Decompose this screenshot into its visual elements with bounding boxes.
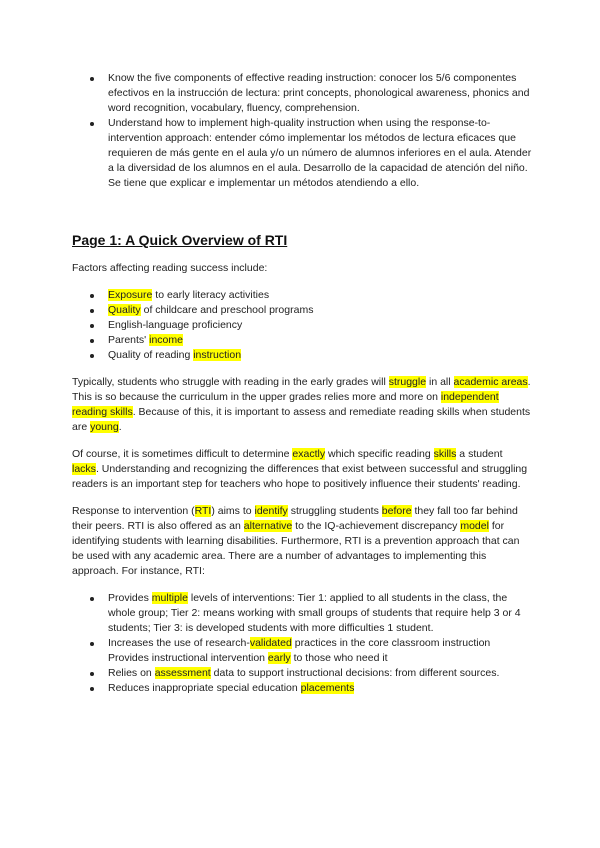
- list-item: [72, 303, 532, 318]
- list-item: [72, 666, 532, 681]
- highlighted-text: model: [460, 520, 489, 532]
- text-run: levels of interventions: Tier 1: applied to all students in the class, the whole group; Tier 2: means working with small groups of students that require help 3 or 4 students; Tier 3: is developed students with more difficulties 1 student.: [108, 592, 521, 634]
- text-run: a student: [456, 448, 503, 460]
- highlighted-text: income: [149, 334, 183, 346]
- text-run: English-language proficiency: [108, 319, 243, 331]
- highlighted-text: academic areas: [453, 376, 528, 388]
- text-run: Increases the use of research-: [108, 637, 250, 649]
- list-item: [72, 636, 532, 666]
- text-run: for identifying students with learning disabilities. Furthermore, RTI is a prevention approach that can be used with any academic area. There are a number of advantages to implementing this approach. For instance, RTI:: [72, 520, 520, 577]
- highlighted-text: identify: [254, 505, 288, 517]
- highlighted-text: alternative: [243, 520, 293, 532]
- text-run: Parents': [108, 334, 150, 346]
- page-title: Page 1: A Quick Overview of RTI: [72, 232, 288, 248]
- factors-intro: Factors affecting reading success include:: [72, 262, 268, 274]
- highlighted-text: assessment: [154, 667, 211, 679]
- list-item: [72, 591, 532, 636]
- text-run: to early literacy activities: [152, 289, 270, 301]
- highlighted-text: skills: [433, 448, 457, 460]
- text-run: . Understanding and recognizing the differences that exist between successful and struggling readers is an important step for teachers who hope to positively influence their students' reading.: [72, 463, 528, 490]
- text-run: they fall too far behind their peers. RTI is also offered as an: [72, 505, 518, 532]
- list-item: [72, 318, 532, 333]
- highlighted-text: independent reading skills: [72, 391, 499, 418]
- paragraph: [72, 447, 532, 492]
- highlighted-text: Exposure: [108, 289, 153, 301]
- text-run: ) aims to: [211, 505, 255, 517]
- text-run: Relies on: [108, 667, 155, 679]
- highlighted-text: exactly: [292, 448, 326, 460]
- text-run: struggling students: [287, 505, 382, 517]
- list-item: [72, 71, 532, 116]
- text-run: .: [118, 421, 122, 433]
- text-run: to those who need it: [290, 652, 388, 664]
- text-run: Reduces inappropriate special education: [108, 682, 301, 694]
- list-item: [72, 116, 532, 191]
- text-run: . This is so because the curriculum in the upper grades relies more and more on: [72, 376, 531, 403]
- document-content: [72, 71, 532, 696]
- highlighted-text: validated: [249, 637, 292, 649]
- list-item: [72, 288, 532, 303]
- text-run: Know the five components of effective reading instruction: conocer los 5/6 componentes efectivos en la instrucción de lectura: print concepts, phonological awareness, phonics and word recognition, vocabulary, fluency, comprehension.: [108, 72, 530, 114]
- list-item: [72, 348, 532, 363]
- highlighted-text: Quality: [108, 304, 141, 316]
- highlighted-text: before: [381, 505, 412, 517]
- text-run: data to support instructional decisions: from different sources.: [210, 667, 500, 679]
- highlighted-text: lacks: [72, 463, 96, 475]
- text-run: Of course, it is sometimes difficult to determine: [72, 448, 293, 460]
- text-run: to the IQ-achievement discrepancy: [292, 520, 461, 532]
- text-run: Response to intervention (: [72, 505, 195, 517]
- text-run: . Because of this, it is important to assess and remediate reading skills when students are: [72, 406, 531, 433]
- text-run: Provides: [108, 592, 152, 604]
- rti-advantages-list: [72, 591, 532, 696]
- highlighted-text: struggle: [388, 376, 427, 388]
- paragraph: [72, 504, 532, 579]
- list-item: [72, 681, 532, 696]
- objectives-list: [72, 71, 532, 191]
- text-run: of childcare and preschool programs: [140, 304, 314, 316]
- highlighted-text: instruction: [193, 349, 242, 361]
- text-run: Quality of reading: [108, 349, 194, 361]
- text-run: which specific reading: [325, 448, 434, 460]
- text-run: in all: [426, 376, 454, 388]
- highlighted-text: multiple: [151, 592, 188, 604]
- factors-list: [72, 288, 532, 363]
- text-run: Understand how to implement high-quality instruction when using the response-to-intervention approach: entender cómo implementar los métodos de lectura eficaces que requieren de más gente en el aula y/o un número de alumnos inferiores en el aula. Atender a la diversidad de los alumnos en el aula. Desarrollo de la capacidad de atención del niño. Se tiene que explicar e implementar un métodos atendiendo a ello.: [108, 117, 532, 189]
- text-run: practices in the core classroom instruction Provides instructional intervention: [108, 637, 491, 664]
- highlighted-text: young: [90, 421, 119, 433]
- paragraph: [72, 375, 532, 435]
- highlighted-text: placements: [300, 682, 355, 694]
- highlighted-text: early: [267, 652, 291, 664]
- text-run: Typically, students who struggle with reading in the early grades will: [72, 376, 389, 388]
- list-item: [72, 333, 532, 348]
- highlighted-text: RTI: [194, 505, 212, 517]
